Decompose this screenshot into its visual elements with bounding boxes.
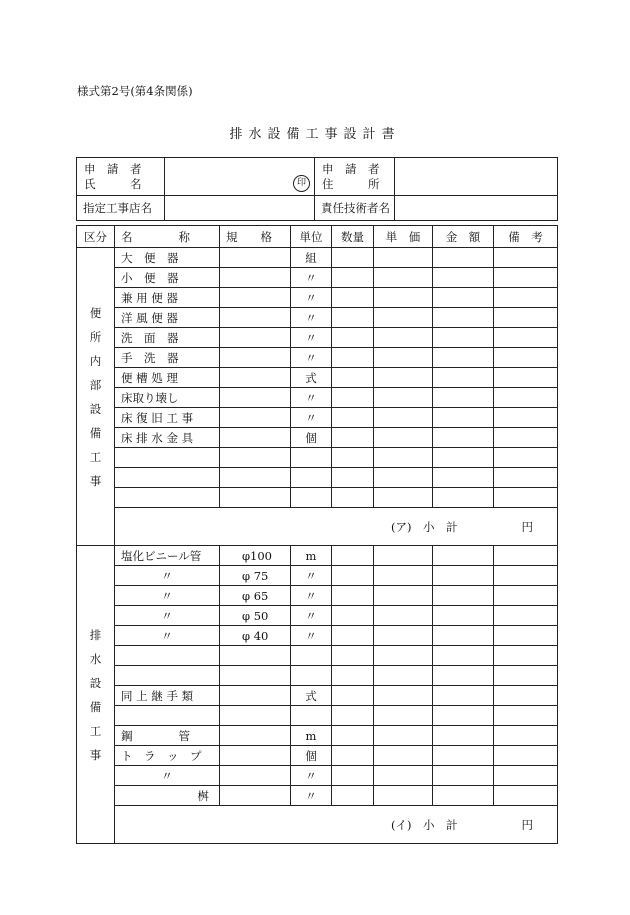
section-category: [77, 546, 115, 844]
remarks-field[interactable]: [494, 388, 558, 408]
col-quantity: 数量: [332, 226, 374, 248]
remarks-field[interactable]: [494, 626, 558, 646]
item-name: 床 復 旧 工 事: [115, 408, 220, 428]
applicant-name-field[interactable]: [165, 158, 315, 196]
category-char: 事: [89, 747, 102, 762]
table-row: [77, 626, 558, 646]
table-row: [77, 586, 558, 606]
amount-field[interactable]: [433, 468, 494, 488]
remarks-field[interactable]: [494, 368, 558, 388]
category-char: 備: [89, 425, 102, 440]
category-char: 内: [89, 353, 102, 368]
subtotal: [115, 806, 558, 844]
amount-field[interactable]: [433, 288, 494, 308]
item-unit: 〃: [291, 388, 332, 408]
table-row: [77, 746, 558, 766]
unit-price-field[interactable]: [374, 626, 433, 646]
unit-price-field[interactable]: [374, 606, 433, 626]
item-name: 便 槽 処 理: [115, 368, 220, 388]
unit-price-field[interactable]: [374, 586, 433, 606]
col-unit-price: 単 価: [374, 226, 433, 248]
item-name: 〃: [115, 606, 220, 626]
remarks-field[interactable]: [494, 766, 558, 786]
item-spec: [220, 726, 291, 746]
item-name: [115, 646, 220, 666]
table-row: [77, 368, 558, 388]
item-unit: [291, 646, 332, 666]
document-title: 排水設備工事設計書: [229, 127, 401, 142]
item-spec: [220, 348, 291, 368]
table-row: [77, 488, 558, 508]
quantity-field[interactable]: [332, 448, 374, 468]
item-unit: m: [291, 546, 332, 566]
unit-price-field[interactable]: [374, 268, 433, 288]
table-row: [77, 448, 558, 468]
amount-field[interactable]: [433, 726, 494, 746]
item-unit: 〃: [291, 626, 332, 646]
amount-field[interactable]: [433, 626, 494, 646]
item-name: [115, 488, 220, 508]
subtotal-unit: 円: [521, 519, 533, 534]
item-spec: [220, 268, 291, 288]
item-spec: [220, 288, 291, 308]
quantity-field[interactable]: [332, 706, 374, 726]
table-row: [77, 348, 558, 368]
unit-price-field[interactable]: [374, 766, 433, 786]
amount-field[interactable]: [433, 606, 494, 626]
category-char: 所: [89, 329, 102, 344]
item-unit: 式: [291, 686, 332, 706]
remarks-field[interactable]: [494, 328, 558, 348]
unit-price-field[interactable]: [374, 288, 433, 308]
item-unit: 〃: [291, 288, 332, 308]
remarks-field[interactable]: [494, 308, 558, 328]
item-unit: 〃: [291, 268, 332, 288]
remarks-field[interactable]: [494, 646, 558, 666]
unit-price-field[interactable]: [374, 746, 433, 766]
col-amount: 金 額: [433, 226, 494, 248]
quantity-field[interactable]: [332, 686, 374, 706]
item-spec: φ 65: [220, 586, 291, 606]
applicant-name-label: 申 請 者 氏 名: [77, 158, 165, 196]
remarks-field[interactable]: [494, 606, 558, 626]
remarks-field[interactable]: [494, 546, 558, 566]
item-spec: φ 75: [220, 566, 291, 586]
quantity-field[interactable]: [332, 726, 374, 746]
applicant-table: [76, 157, 558, 221]
engineer-label: 責任技術者名: [315, 196, 395, 221]
item-spec: [220, 428, 291, 448]
item-spec: [220, 746, 291, 766]
amount-field[interactable]: [433, 706, 494, 726]
subtotal-unit: 円: [521, 817, 533, 832]
unit-price-field[interactable]: [374, 428, 433, 448]
subtotal-label: (イ) 小 計: [391, 817, 458, 832]
contractor-field[interactable]: [165, 196, 315, 221]
quantity-field[interactable]: [332, 408, 374, 428]
table-row: [77, 646, 558, 666]
seal-mark: 印: [293, 175, 310, 192]
quantity-field[interactable]: [332, 586, 374, 606]
applicant-address-field[interactable]: [395, 158, 558, 196]
unit-price-field[interactable]: [374, 686, 433, 706]
item-unit: 〃: [291, 328, 332, 348]
item-unit: 〃: [291, 786, 332, 806]
item-name: 〃: [115, 626, 220, 646]
table-row: [77, 546, 558, 566]
subtotal-row: [77, 508, 558, 546]
quantity-field[interactable]: [332, 368, 374, 388]
unit-price-field[interactable]: [374, 448, 433, 468]
table-row: [77, 686, 558, 706]
amount-field[interactable]: [433, 586, 494, 606]
subtotal-label: (ア) 小 計: [391, 519, 458, 534]
table-row: [77, 308, 558, 328]
item-name: 床 排 水 金 具: [115, 428, 220, 448]
remarks-field[interactable]: [494, 348, 558, 368]
item-name: 塩化ビニール管: [115, 546, 220, 566]
item-spec: [220, 248, 291, 268]
amount-field[interactable]: [433, 746, 494, 766]
remarks-field[interactable]: [494, 666, 558, 686]
unit-price-field[interactable]: [374, 408, 433, 428]
category-char: 工: [89, 449, 102, 464]
unit-price-field[interactable]: [374, 706, 433, 726]
item-name: [115, 706, 220, 726]
remarks-field[interactable]: [494, 408, 558, 428]
remarks-field[interactable]: [494, 288, 558, 308]
unit-price-field[interactable]: [374, 488, 433, 508]
table-row: [77, 248, 558, 268]
item-spec: [220, 686, 291, 706]
category-char: 設: [89, 675, 102, 690]
item-spec: [220, 368, 291, 388]
amount-field[interactable]: [433, 328, 494, 348]
amount-field[interactable]: [433, 348, 494, 368]
item-unit: m: [291, 726, 332, 746]
item-name: 〃: [115, 766, 220, 786]
col-name: 名 称: [115, 226, 220, 248]
table-row: [77, 428, 558, 448]
quantity-field[interactable]: [332, 546, 374, 566]
table-row: [77, 388, 558, 408]
item-spec: φ100: [220, 546, 291, 566]
table-row: [77, 606, 558, 626]
category-char: 備: [89, 699, 102, 714]
item-name: 鋼 管: [115, 726, 220, 746]
item-unit: 〃: [291, 766, 332, 786]
category-char: 事: [89, 473, 102, 488]
item-spec: [220, 646, 291, 666]
remarks-field[interactable]: [494, 248, 558, 268]
remarks-field[interactable]: [494, 448, 558, 468]
table-row: [77, 288, 558, 308]
amount-field[interactable]: [433, 488, 494, 508]
item-unit: 〃: [291, 348, 332, 368]
unit-price-field[interactable]: [374, 248, 433, 268]
amount-field[interactable]: [433, 268, 494, 288]
item-unit: [291, 468, 332, 488]
item-spec: [220, 388, 291, 408]
col-category: 区分: [77, 226, 115, 248]
amount-field[interactable]: [433, 686, 494, 706]
amount-field[interactable]: [433, 248, 494, 268]
quantity-field[interactable]: [332, 666, 374, 686]
item-spec: φ 50: [220, 606, 291, 626]
item-unit: 〃: [291, 586, 332, 606]
table-row: [77, 468, 558, 488]
item-unit: 〃: [291, 566, 332, 586]
item-spec: [220, 308, 291, 328]
item-name: [115, 468, 220, 488]
item-name: 洋 風 便 器: [115, 308, 220, 328]
item-name: 手 洗 器: [115, 348, 220, 368]
unit-price-field[interactable]: [374, 726, 433, 746]
quantity-field[interactable]: [332, 786, 374, 806]
section-category: [77, 248, 115, 546]
remarks-field[interactable]: [494, 268, 558, 288]
amount-field[interactable]: [433, 646, 494, 666]
remarks-field[interactable]: [494, 468, 558, 488]
quantity-field[interactable]: [332, 388, 374, 408]
quantity-field[interactable]: [332, 308, 374, 328]
item-unit: 個: [291, 746, 332, 766]
unit-price-field[interactable]: [374, 328, 433, 348]
item-name: 大 便 器: [115, 248, 220, 268]
quantity-field[interactable]: [332, 348, 374, 368]
estimate-table: [76, 225, 558, 844]
contractor-label: 指定工事店名: [77, 196, 165, 221]
item-spec: [220, 408, 291, 428]
amount-field[interactable]: [433, 566, 494, 586]
form-number: 様式第2号(第4条関係): [77, 84, 193, 98]
quantity-field[interactable]: [332, 328, 374, 348]
unit-price-field[interactable]: [374, 308, 433, 328]
table-row: [77, 328, 558, 348]
quantity-field[interactable]: [332, 248, 374, 268]
unit-price-field[interactable]: [374, 468, 433, 488]
item-name: [115, 448, 220, 468]
remarks-field[interactable]: [494, 488, 558, 508]
unit-price-field[interactable]: [374, 646, 433, 666]
item-unit: 〃: [291, 606, 332, 626]
item-spec: [220, 706, 291, 726]
item-unit: [291, 706, 332, 726]
quantity-field[interactable]: [332, 288, 374, 308]
item-name: 床取り壊し: [115, 388, 220, 408]
amount-field[interactable]: [433, 428, 494, 448]
remarks-field[interactable]: [494, 428, 558, 448]
table-row: [77, 268, 558, 288]
category-char: 便: [89, 305, 102, 320]
amount-field[interactable]: [433, 666, 494, 686]
quantity-field[interactable]: [332, 488, 374, 508]
table-row: [77, 726, 558, 746]
quantity-field[interactable]: [332, 746, 374, 766]
item-spec: [220, 488, 291, 508]
unit-price-field[interactable]: [374, 348, 433, 368]
amount-field[interactable]: [433, 448, 494, 468]
item-spec: [220, 468, 291, 488]
item-unit: 組: [291, 248, 332, 268]
item-name: 小 便 器: [115, 268, 220, 288]
applicant-address-label: 申 請 者 住 所: [315, 158, 395, 196]
item-name: 〃: [115, 586, 220, 606]
remarks-field[interactable]: [494, 726, 558, 746]
item-name: 同 上 継 手 類: [115, 686, 220, 706]
unit-price-field[interactable]: [374, 546, 433, 566]
item-spec: [220, 666, 291, 686]
item-name: 兼 用 便 器: [115, 288, 220, 308]
subtotal: [115, 508, 558, 546]
subtotal-row: [77, 806, 558, 844]
engineer-field[interactable]: [395, 196, 558, 221]
quantity-field[interactable]: [332, 606, 374, 626]
amount-field[interactable]: [433, 766, 494, 786]
item-unit: [291, 666, 332, 686]
category-char: 部: [89, 377, 102, 392]
table-row: [77, 666, 558, 686]
quantity-field[interactable]: [332, 468, 374, 488]
item-unit: [291, 448, 332, 468]
item-unit: [291, 488, 332, 508]
amount-field[interactable]: [433, 408, 494, 428]
amount-field[interactable]: [433, 546, 494, 566]
item-spec: φ 40: [220, 626, 291, 646]
quantity-field[interactable]: [332, 268, 374, 288]
item-name: 洗 面 器: [115, 328, 220, 348]
table-row: [77, 706, 558, 726]
item-unit: 式: [291, 368, 332, 388]
col-unit: 単位: [291, 226, 332, 248]
table-row: [77, 786, 558, 806]
col-remarks: 備 考: [494, 226, 558, 248]
amount-field[interactable]: [433, 388, 494, 408]
category-char: 水: [89, 651, 102, 666]
table-row: [77, 566, 558, 586]
unit-price-field[interactable]: [374, 388, 433, 408]
item-spec: [220, 786, 291, 806]
category-char: 排: [89, 627, 102, 642]
table-row: [77, 766, 558, 786]
remarks-field[interactable]: [494, 786, 558, 806]
unit-price-field[interactable]: [374, 786, 433, 806]
item-spec: [220, 448, 291, 468]
unit-price-field[interactable]: [374, 368, 433, 388]
quantity-field[interactable]: [332, 626, 374, 646]
unit-price-field[interactable]: [374, 666, 433, 686]
col-spec: 規 格: [220, 226, 291, 248]
quantity-field[interactable]: [332, 428, 374, 448]
quantity-field[interactable]: [332, 766, 374, 786]
amount-field[interactable]: [433, 308, 494, 328]
quantity-field[interactable]: [332, 566, 374, 586]
item-unit: 〃: [291, 408, 332, 428]
category-char: 設: [89, 401, 102, 416]
quantity-field[interactable]: [332, 646, 374, 666]
item-name: ト ラ ッ プ: [115, 746, 220, 766]
remarks-field[interactable]: [494, 586, 558, 606]
amount-field[interactable]: [433, 786, 494, 806]
item-unit: 〃: [291, 308, 332, 328]
remarks-field[interactable]: [494, 566, 558, 586]
item-name: 〃: [115, 566, 220, 586]
unit-price-field[interactable]: [374, 566, 433, 586]
item-unit: 個: [291, 428, 332, 448]
table-row: [77, 408, 558, 428]
remarks-field[interactable]: [494, 686, 558, 706]
remarks-field[interactable]: [494, 706, 558, 726]
item-spec: [220, 328, 291, 348]
item-spec: [220, 766, 291, 786]
category-char: 工: [89, 723, 102, 738]
item-name: [115, 666, 220, 686]
item-name: 桝: [115, 786, 220, 806]
amount-field[interactable]: [433, 368, 494, 388]
remarks-field[interactable]: [494, 746, 558, 766]
